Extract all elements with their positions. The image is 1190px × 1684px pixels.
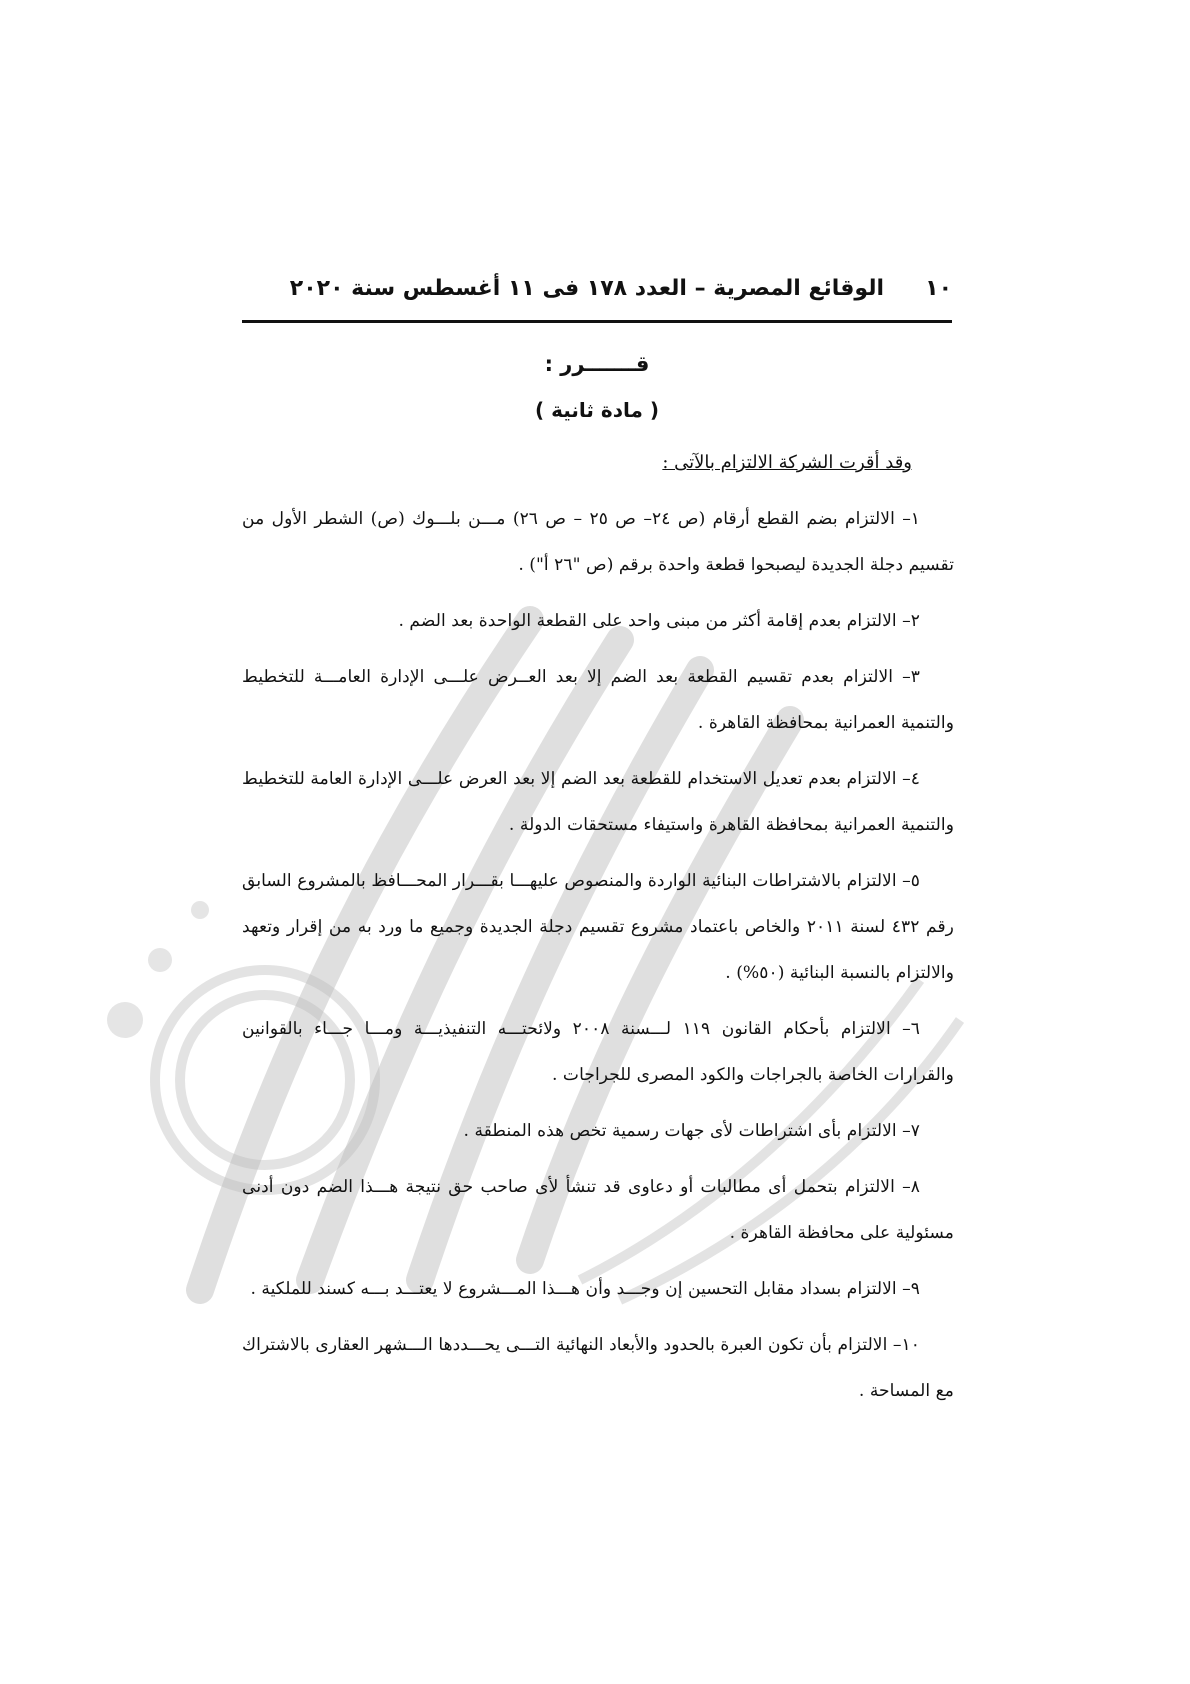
article-heading: ( مادة ثانية )	[535, 398, 659, 422]
gazette-title: الوقائع المصرية – العدد ١٧٨ فى ١١ أغسطس سنة ٢٠٢٠	[289, 275, 884, 301]
list-item: ٦– الالتزام بأحكام القانون ١١٩ لـــسنة ٢٠٠٨ ولائحتـــه التنفيذيـــة ومـــا جـــاء بالقوانين والقرارات الخاصة بالجراجات والكود المصرى للجراجات .	[242, 1019, 954, 1085]
list-item: ٣– الالتزام بعدم تقسيم القطعة بعد الضم إلا بعد العــرض علـــى الإدارة العامـــة للتخطيط والتنمية العمرانية بمحافظة القاهرة .	[242, 667, 954, 733]
list-item: ٨– الالتزام بتحمل أى مطالبات أو دعاوى قد تنشأ لأى صاحب حق نتيجة هـــذا الضم دون أدنى مسئولية على محافظة القاهرة .	[242, 1177, 954, 1243]
list-item: ٩– الالتزام بسداد مقابل التحسين إن وجـــد وأن هـــذا المـــشروع لا يعتـــد بـــه كسند للملكية .	[250, 1279, 920, 1299]
list-item: ١– الالتزام بضم القطع أرقام (ص ٢٤– ص ٢٥ – ص ٢٦) مـــن بلـــوك (ص) الشطر الأول من تقسيم دجلة الجديدة ليصبحوا قطعة واحدة برقم (ص "٢٦ أ") .	[242, 509, 954, 575]
page-number: ١٠	[925, 275, 952, 301]
list-item: ٤– الالتزام بعدم تعديل الاستخدام للقطعة بعد الضم إلا بعد العرض علـــى الإدارة العامة للتخطيط والتنمية العمرانية بمحافظة القاهرة واستيفاء مستحقات الدولة .	[242, 769, 954, 835]
list-item: ٧– الالتزام بأى اشتراطات لأى جهات رسمية تخص هذه المنطقة .	[463, 1121, 920, 1141]
list-item: ١٠– الالتزام بأن تكون العبرة بالحدود والأبعاد النهائية التـــى يحـــددها الـــشهر العقارى بالاشتراك مع المساحة .	[242, 1335, 954, 1401]
obligations-list	[242, 496, 954, 1424]
intro-line	[242, 446, 912, 480]
page-header	[242, 268, 952, 308]
header-rule	[242, 320, 952, 323]
decision-heading: قـــــــرر :	[544, 352, 650, 376]
list-item: ٢– الالتزام بعدم إقامة أكثر من مبنى واحد على القطعة الواحدة بعد الضم .	[398, 611, 920, 631]
intro-text: وقد أقرت الشركة الالتزام بالآتى :	[662, 452, 912, 473]
list-item: ٥– الالتزام بالاشتراطات البنائية الواردة والمنصوص عليهـــا بقـــرار المحـــافظ بالمشروع السابق رقم ٤٣٢ لسنة ٢٠١١ والخاص باعتماد مشروع تقسيم دجلة الجديدة وجميع ما ورد به من إقرار وتعهد والالتزام بالنسبة البنائية (٥٠%) .	[242, 871, 954, 983]
